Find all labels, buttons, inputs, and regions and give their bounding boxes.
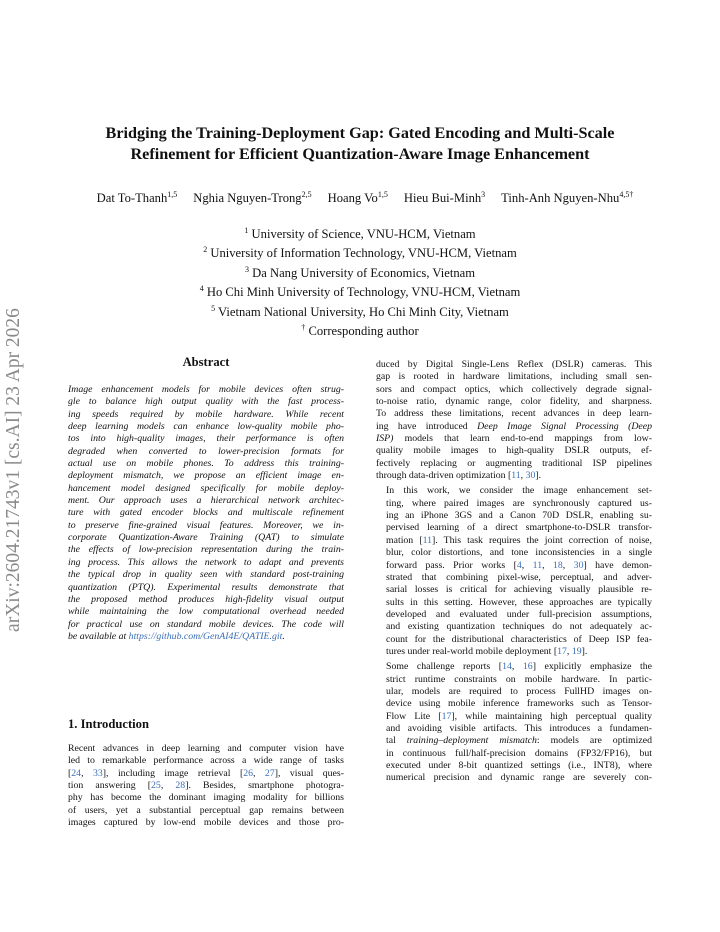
affiliation-marker: 5 (211, 303, 216, 313)
affiliation-marker: 1 (244, 226, 249, 235)
abstract-line: deep learning models can enhance low-quality mobile pho- (68, 421, 344, 433)
title-line-1: Bridging the Training-Deployment Gap: Gated Encoding and Multi-Scale (105, 124, 615, 142)
paragraph-line: tal training–deployment mismatch: models are optimized (386, 735, 652, 747)
citation-link[interactable]: 17 (441, 710, 452, 722)
abstract-line: corporate Quantization-Aware Training (QAT) to simulate (68, 532, 344, 544)
paragraph-line: quality mobile images to high-quality DSLR outputs, ef- (376, 445, 652, 457)
affiliation-line (110, 281, 610, 300)
author-name: Dat To-Thanh (96, 191, 168, 206)
affiliation-text: University of Information Technology, VNU-HCM, Vietnam (207, 246, 517, 261)
citation-link[interactable]: 27 (264, 767, 275, 779)
abstract-line: ing process. This allows the network to adapt and prevents (68, 556, 344, 568)
citation-link[interactable]: 18 (552, 559, 563, 571)
author-affiliation-marker: 1,5 (377, 190, 388, 199)
abstract-line: actual use on mobile phones. To address this training- (68, 458, 344, 470)
paragraph-line: strated that combining pixel-wise, perceptual, and adver- (386, 571, 652, 583)
affiliation-marker: 3 (245, 264, 249, 274)
citation-link[interactable]: 33 (92, 767, 103, 779)
affiliation-line (110, 223, 610, 242)
citation-link[interactable]: 24 (71, 767, 82, 779)
paragraph-line: developed and evaluated under full-precision assumptions, (386, 608, 652, 620)
paragraph-line: ting, where paired images are synchronously captured us- (386, 497, 652, 509)
abstract-line: ing speeds required by mobile hardware. While recent (68, 408, 344, 420)
paragraph-line: numerical precision and dynamic range are severely con- (386, 772, 652, 784)
author-list (60, 190, 670, 206)
paragraph-line: forward pass. Prior works [4, 11, 18, 30] have demon- (386, 559, 653, 571)
intro-line: led to remarkable performance across a wide range of tasks (68, 755, 344, 767)
affiliation-text: Ho Chi Minh University of Technology, VNU-HCM, Vietnam (203, 285, 521, 300)
author (97, 190, 178, 206)
paragraph-line: mation [11]. This task requires the joint correction of noise, (386, 534, 652, 546)
paragraph-line: ing an iPhone 3GS and a Canon 70D DSLR, enabling su- (386, 510, 652, 522)
author-name: Tinh-Anh Nguyen-Nhu (501, 191, 620, 206)
paragraph-line: Some challenge reports [14, 16] explicitly emphasize the (386, 661, 652, 673)
affiliation-text: Corresponding author (305, 324, 419, 339)
affiliation-line (110, 320, 610, 339)
paragraph-line: device using mobile inference frameworks such as Tensor- (386, 698, 652, 710)
paragraph-line: and existing quantization techniques do not adequately ac- (386, 621, 652, 633)
arxiv-stamp-text: arXiv:2604.21743v1 [cs.AI] 23 Apr 2026 (3, 308, 24, 632)
abstract-heading: Abstract (182, 355, 230, 369)
intro-body (68, 743, 344, 829)
affiliation-line (110, 262, 610, 281)
author (404, 190, 485, 206)
citation-link[interactable]: 11 (532, 559, 543, 571)
author-affiliation-marker: 2,5 (301, 190, 312, 199)
affiliation-text: Da Nang University of Economics, Vietnam (249, 265, 475, 280)
paragraph-line: duced by Digital Single-Lens Reflex (DSLR) cameras. This (376, 359, 652, 370)
affiliation-text: University of Science, VNU-HCM, Vietnam (248, 227, 476, 242)
paragraph-line: and avoiding visible artifacts. This introduces a fundamen- (386, 722, 652, 734)
paragraph-line: sarial losses is critical for achieving visually plausible re- (386, 584, 652, 596)
citation-link[interactable]: 30 (525, 470, 536, 482)
paper-title (70, 123, 650, 165)
affiliation-text: Vietnam National University, Ho Chi Minh City, Vietnam (215, 304, 509, 319)
abstract-line: hancement model designed specifically for mobile deploy- (68, 482, 344, 494)
affiliation-line (110, 301, 610, 320)
citation-link[interactable]: 19 (571, 645, 582, 657)
right-paragraph-1 (376, 359, 652, 482)
citation-link[interactable]: 28 (175, 780, 186, 792)
intro-line: phy has become the dominant imaging modality for billions (68, 792, 344, 804)
paragraph-line: sors and compact optics, which collectively degrade signal- (376, 383, 652, 395)
author-name: Hoang Vo (327, 191, 378, 206)
affiliation-list (110, 223, 610, 339)
citation-link[interactable]: 17 (557, 645, 567, 657)
paragraph-line: ISP) models that learn end-to-end mappings from low- (376, 433, 652, 445)
abstract-line: tos into high-quality images, their performance is often (68, 433, 344, 445)
paragraph-line: in continuous full/half-precision domains (FP32/FP16), but (386, 747, 652, 759)
abstract-line: the effects of low-precision representation during the train- (68, 544, 344, 556)
abstract-line: while maintaining the low computational overhead needed (68, 606, 344, 618)
author (328, 190, 388, 206)
abstract-body (68, 384, 344, 643)
intro-line: [24, 33], including image retrieval [26, 27], visual ques- (68, 767, 344, 779)
abstract-line: gle to balance high output quality with the fast process- (68, 396, 344, 408)
paragraph-line: count for the distributional characteristics of Deep ISP fea- (386, 633, 652, 645)
abstract-line: to preserve fine-grained visual features. Moreover, we in- (68, 519, 344, 531)
author-affiliation-marker: 1,5 (167, 190, 178, 199)
paragraph-line: ing have introduced Deep Image Signal Processing (Deep (376, 420, 652, 432)
abstract-line: the typical drop in quality seen with standard post-training (68, 569, 344, 581)
abstract-line: quantization (PTQ). Experimental results demonstrate that (68, 581, 344, 593)
paragraph-line: strict runtime constraints on mobile hardware. In partic- (386, 673, 652, 685)
intro-line: tion answering [25, 28]. Besides, smartphone photogra- (68, 780, 344, 792)
citation-link[interactable]: 16 (522, 661, 533, 673)
paragraph-line: sults in this setting. However, these approaches are typically (386, 596, 652, 608)
intro-line: images captured by low-end mobile devices and those pro- (68, 817, 344, 829)
author-affiliation-marker: 4,5† (619, 190, 634, 199)
author (501, 190, 633, 206)
author (193, 190, 311, 206)
affiliation-line (110, 242, 610, 261)
citation-link[interactable]: 11 (511, 470, 521, 482)
right-paragraph-2 (376, 485, 652, 658)
paragraph-line: ular, models are required to process FullHD images on- (386, 685, 652, 697)
paragraph-line: In this work, we consider the image enhancement set- (386, 485, 652, 497)
paragraph-line: pervised learning of a direct smartphone-to-DSLR transfor- (386, 522, 652, 534)
intro-line: of users, yet a substantial perceptual gap remains between (68, 804, 344, 816)
paragraph-line: blur, color distortions, and tone inconsistencies in a single (386, 547, 652, 559)
title-line-2: Refinement for Efficient Quantization-Aware Image Enhancement (130, 145, 590, 163)
author-name: Hieu Bui-Minh (403, 191, 482, 206)
code-repository-link[interactable]: https://github.com/GenAI4E/QATIE.git (128, 630, 283, 642)
abstract-line: the proposed method produces high-fidelity visual output (68, 593, 344, 605)
right-paragraph-3 (376, 661, 652, 784)
affiliation-marker: 2 (203, 245, 208, 255)
author-name: Nghia Nguyen-Trong (193, 191, 302, 206)
paragraph-line: Flow Lite [17], while maintaining high perceptual quality (386, 710, 652, 722)
paragraph-line: To address these limitations, recent advances in deep learn- (376, 408, 652, 420)
abstract-line: ture with gated encoder blocks and multiscale refinement (68, 507, 344, 519)
intro-line: Recent advances in deep learning and computer vision have (68, 743, 344, 754)
paragraph-line: through data-driven optimization [11, 30]. (376, 470, 542, 482)
paragraph-line: fectively replacing or augmenting traditional ISP pipelines (376, 457, 652, 469)
citation-link[interactable]: 26 (243, 767, 253, 779)
abstract-line: Image enhancement models for mobile devices often strug- (68, 384, 344, 395)
paragraph-line: to-noise ratio, dynamic range, color fidelity, and sharpness. (376, 396, 652, 408)
paragraph-line: gap is rooted in hardware limitations, including small sen- (376, 371, 652, 383)
paragraph-line: tures under real-world mobile deployment [17, 19]. (386, 645, 588, 657)
intro-heading: 1. Introduction (68, 717, 149, 731)
citation-link[interactable]: 25 (151, 780, 161, 792)
abstract-line: ment. Our approach uses a hierarchical network architec- (68, 495, 344, 507)
abstract-line: for practical use on standard mobile devices. The code will (68, 618, 344, 630)
author-affiliation-marker: 3 (481, 190, 486, 199)
affiliation-marker: 4 (199, 284, 204, 294)
abstract-line: degraded when converted to lower-precision formats for (68, 445, 344, 457)
citation-link[interactable]: 14 (502, 661, 512, 673)
citation-link[interactable]: 4 (516, 559, 522, 571)
paragraph-line: executed under 8-bit quantized settings (i.e., INT8), where (386, 760, 652, 771)
citation-link[interactable]: 30 (573, 559, 584, 571)
abstract-line: deployment mismatch, we propose an efficient image en- (68, 470, 344, 482)
abstract-line: be available at https://github.com/GenAI4E/QATIE.git. (68, 630, 285, 642)
citation-link[interactable]: 11 (422, 534, 433, 546)
affiliation-marker: † (301, 322, 306, 332)
right-column-body (376, 359, 652, 788)
